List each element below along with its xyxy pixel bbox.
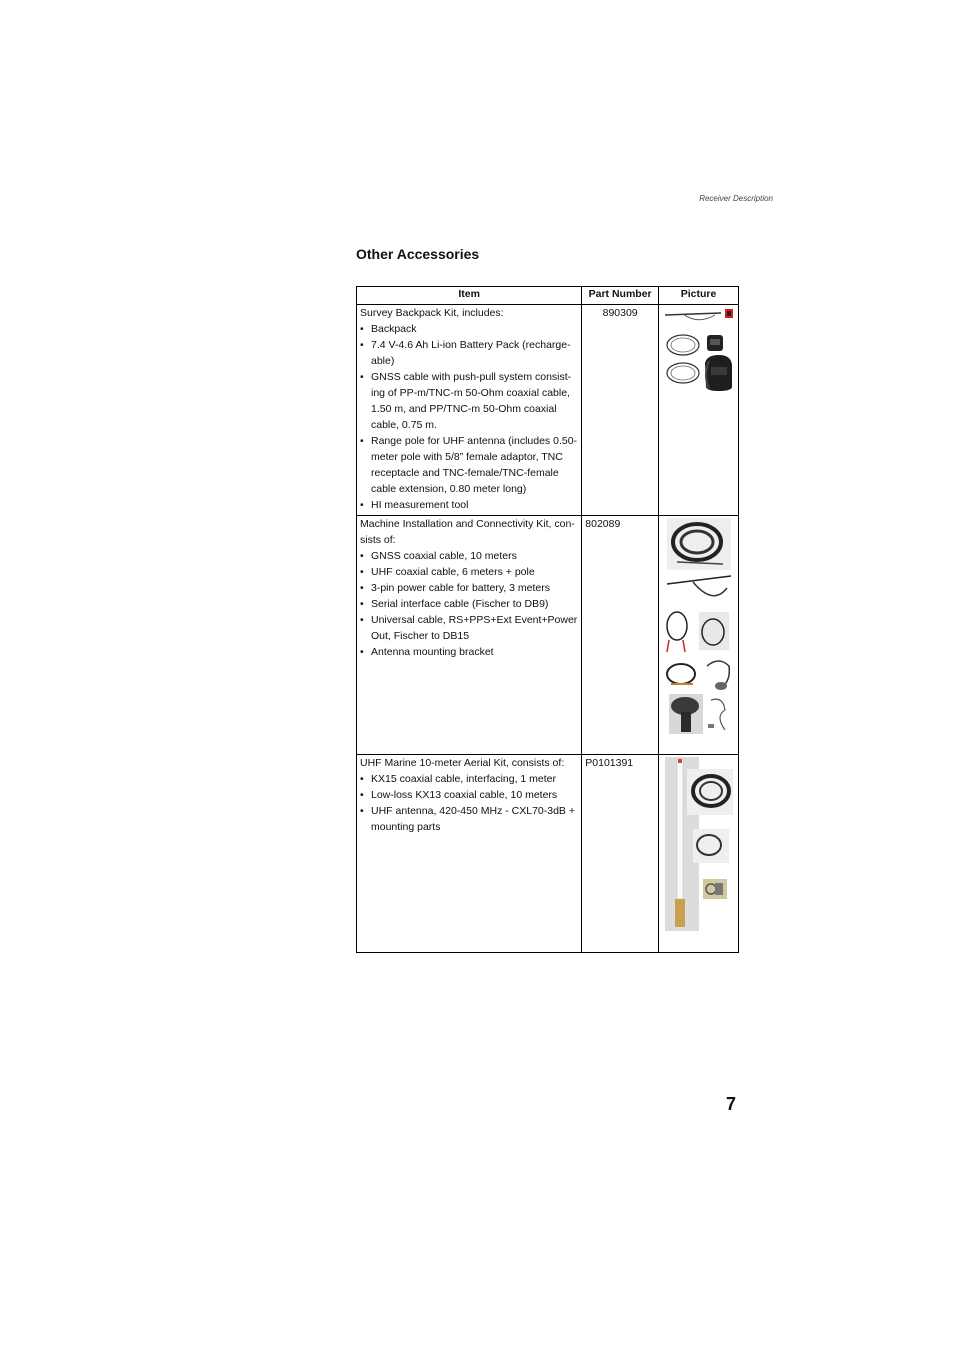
page-number: 7: [725, 1094, 736, 1114]
part-number-cell: 802089: [582, 516, 659, 755]
picture-cell: [659, 755, 739, 953]
part-number-cell: 890309: [582, 305, 659, 516]
table-row: [357, 516, 739, 755]
backpack-kit-picture: [663, 305, 735, 395]
running-head: Receiver Description: [699, 194, 773, 203]
item-bullets: [360, 321, 578, 513]
list-item: • HI measurement tool: [360, 497, 578, 513]
list-item: • 3-pin power cable for battery, 3 meters: [360, 580, 578, 596]
section-title: Other Accessories: [356, 246, 480, 262]
list-item: • UHF antenna, 420-450 MHz - CXL70-3dB + mounting parts: [360, 803, 578, 835]
list-item: • 7.4 V-4.6 Ah Li-ion Battery Pack (recharge-able): [360, 337, 578, 369]
part-number-cell: P0101391: [582, 755, 659, 953]
item-cell: [357, 516, 582, 755]
item-bullets: [360, 771, 578, 835]
picture-cell: [659, 305, 739, 516]
list-item: • Serial interface cable (Fischer to DB9): [360, 596, 578, 612]
header-picture: Picture: [659, 287, 739, 305]
table-row: [357, 755, 739, 953]
picture-cell: [659, 516, 739, 755]
list-item: • Backpack: [360, 321, 578, 337]
item-intro: UHF Marine 10-meter Aerial Kit, consists of:: [360, 757, 565, 769]
header-part-number: Part Number: [582, 287, 659, 305]
list-item: • GNSS coaxial cable, 10 meters: [360, 548, 578, 564]
installation-kit-picture: [663, 516, 735, 738]
list-item: • GNSS cable with push-pull system consist-ing of PP-m/TNC-m 50-Ohm coaxial cable, 1.50 m, and PP/TNC-m 50-Ohm coaxial cable, 0.75 m.: [360, 369, 578, 433]
item-intro: Survey Backpack Kit, includes:: [360, 307, 504, 319]
header-item: Item: [357, 287, 582, 305]
item-cell: [357, 305, 582, 516]
accessories-table: [356, 286, 739, 953]
list-item: • UHF coaxial cable, 6 meters + pole: [360, 564, 578, 580]
item-cell: [357, 755, 582, 953]
marine-aerial-kit-picture: [663, 755, 735, 933]
table-header-row: [357, 287, 739, 305]
table-row: [357, 305, 739, 516]
list-item: • Universal cable, RS+PPS+Ext Event+Power Out, Fischer to DB15: [360, 612, 578, 644]
list-item: • Antenna mounting bracket: [360, 644, 578, 660]
list-item: • KX15 coaxial cable, interfacing, 1 meter: [360, 771, 578, 787]
list-item: • Range pole for UHF antenna (includes 0.50-meter pole with 5/8” female adaptor, TNC receptacle and TNC-female/TNC-female cable extension, 0.80 meter long): [360, 433, 578, 497]
item-intro: Machine Installation and Connectivity Kit, con-sists of:: [360, 518, 575, 546]
list-item: • Low-loss KX13 coaxial cable, 10 meters: [360, 787, 578, 803]
item-bullets: [360, 548, 578, 660]
